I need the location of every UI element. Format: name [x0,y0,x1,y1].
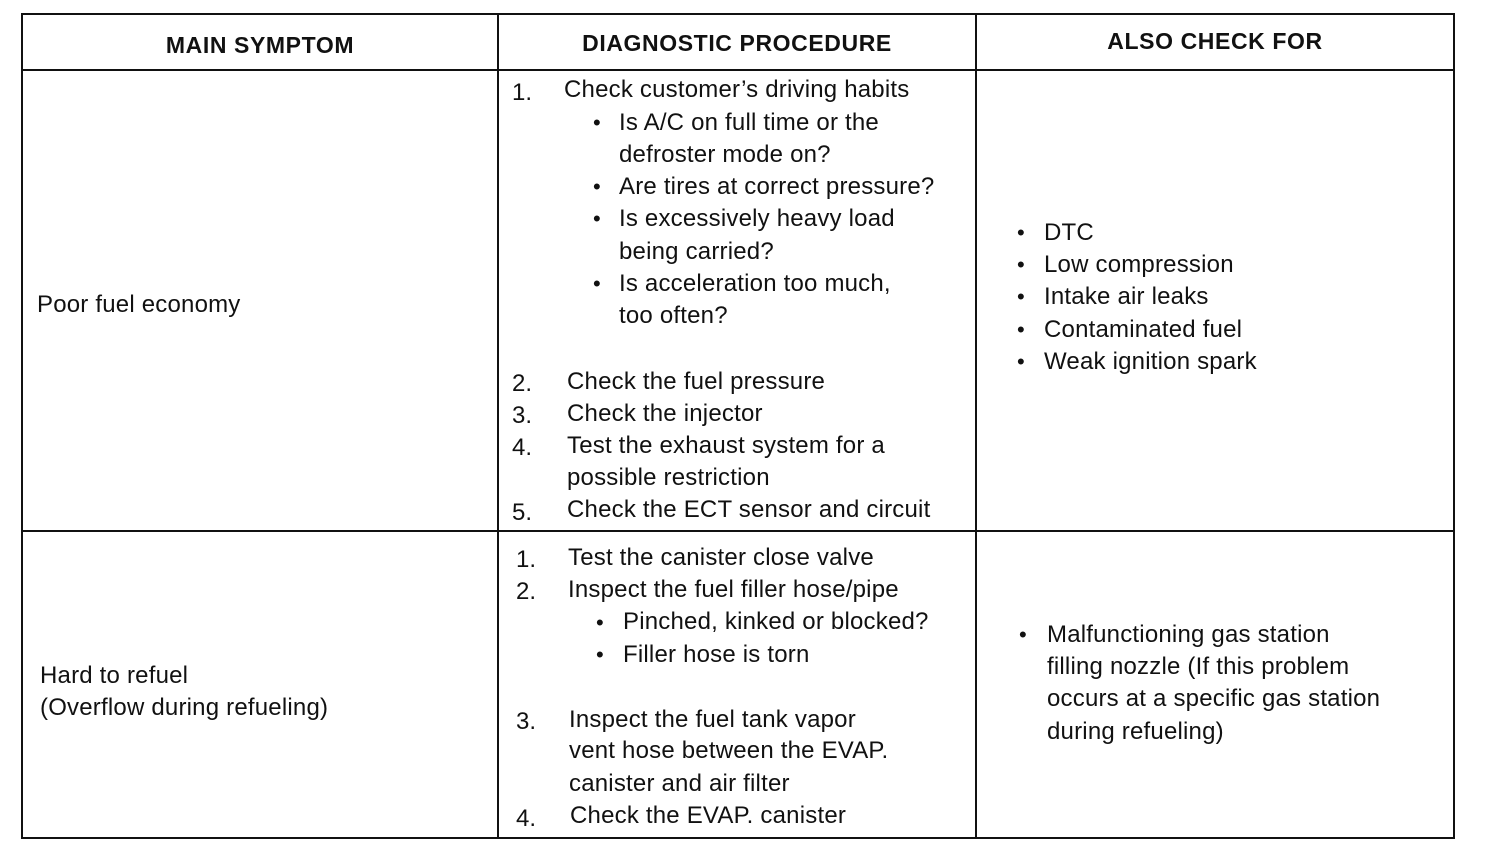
step-number: 2. [516,578,537,605]
step-number: 5. [512,499,533,526]
sub-item-text: too often? [619,302,728,329]
sub-item-text: Is excessively heavy load [619,205,895,232]
check-item-text: during refueling) [1047,718,1224,745]
header-also-check-for: ALSO CHECK FOR [1107,28,1323,54]
bullet-icon: • [1017,349,1025,374]
bullet-icon: • [593,110,601,135]
bullet-icon: • [596,642,604,667]
step-text: Check the injector [567,400,763,427]
sub-item-text: Pinched, kinked or blocked? [623,608,929,635]
check-item-text: Low compression [1044,251,1234,278]
step-number: 4. [512,434,533,461]
symptom-hard-to-refuel-note: (Overflow during refueling) [40,694,329,721]
step-text: Check the fuel pressure [567,368,826,395]
bullet-icon: • [593,206,601,231]
step-text: Check the ECT sensor and circuit [567,496,931,523]
header-diagnostic-procedure: DIAGNOSTIC PROCEDURE [582,30,892,56]
step-text: possible restriction [567,464,770,491]
sub-item-text: Is acceleration too much, [619,270,891,297]
sub-item-text: Are tires at correct pressure? [619,173,935,200]
column-divider-2 [975,13,977,839]
check-item-text: Contaminated fuel [1044,316,1243,343]
check-item-text: Malfunctioning gas station [1047,621,1330,648]
bullet-icon: • [1017,317,1025,342]
step-number: 3. [516,708,537,735]
header-divider [21,69,1455,71]
check-item-text: DTC [1044,219,1094,246]
sub-item-text: being carried? [619,238,774,265]
header-main-symptom: MAIN SYMPTOM [165,32,355,58]
check-item-text: occurs at a specific gas station [1047,685,1381,712]
step-text: Check customer’s driving habits [564,76,910,103]
sub-item-text: Filler hose is torn [623,641,810,668]
step-text: Test the canister close valve [568,544,874,571]
bullet-icon: • [593,174,601,199]
step-number: 1. [512,79,533,106]
check-item-text: Weak ignition spark [1044,348,1257,375]
step-number: 3. [512,402,533,429]
symptom-hard-to-refuel: Hard to refuel [40,662,189,689]
bullet-icon: • [1017,220,1025,245]
sub-item-text: defroster mode on? [619,141,831,168]
bullet-icon: • [1017,284,1025,309]
bullet-icon: • [593,271,601,296]
column-divider-1 [497,13,499,839]
step-text: Inspect the fuel filler hose/pipe [568,576,899,603]
symptom-poor-fuel-economy: Poor fuel economy [37,291,241,318]
step-number: 1. [516,546,537,573]
step-number: 2. [512,370,533,397]
check-item-text: Intake air leaks [1044,283,1209,310]
step-text: Inspect the fuel tank vapor [569,706,856,733]
sub-item-text: Is A/C on full time or the [619,109,879,136]
bullet-icon: • [596,610,604,635]
row-divider [21,530,1455,532]
step-text: canister and air filter [569,770,790,797]
step-text: vent hose between the EVAP. [569,737,889,764]
step-text: Test the exhaust system for a [567,432,885,459]
check-item-text: filling nozzle (If this problem [1047,653,1350,680]
bullet-icon: • [1019,622,1027,647]
bullet-icon: • [1017,252,1025,277]
step-number: 4. [516,805,537,832]
step-text: Check the EVAP. canister [570,802,847,829]
